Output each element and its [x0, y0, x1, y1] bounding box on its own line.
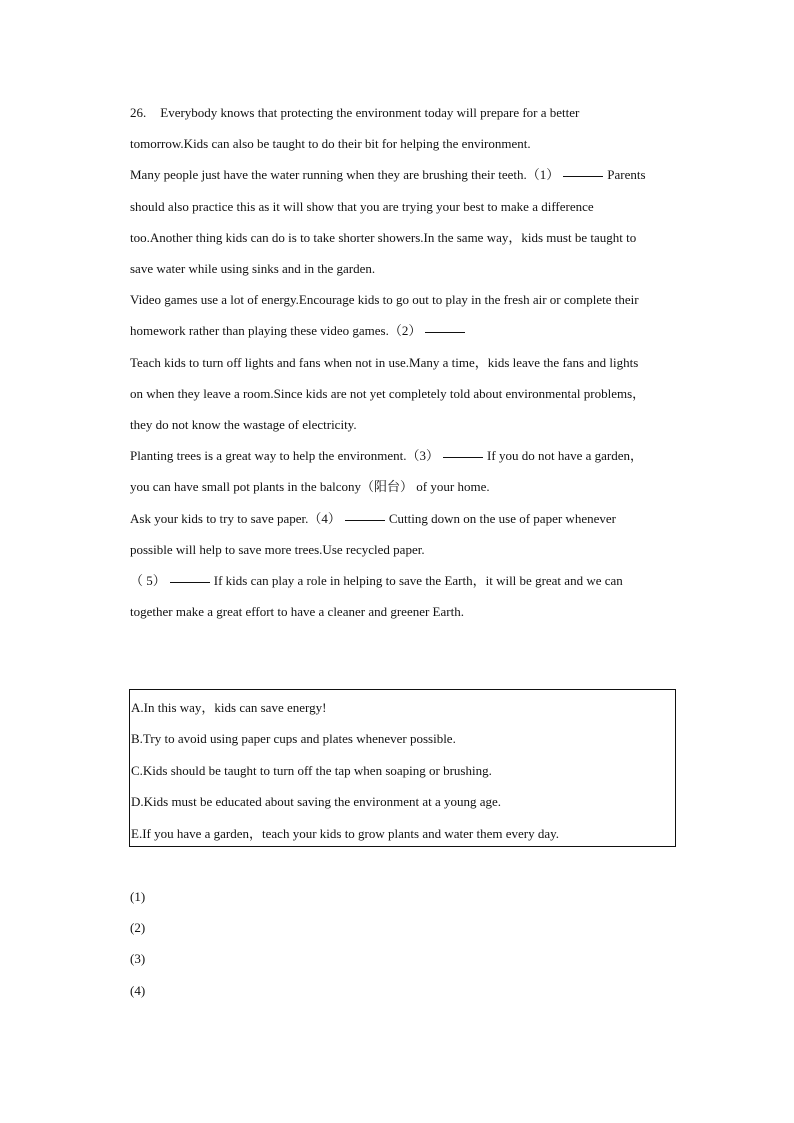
text: Planting trees is a great way to help the environment.（3） — [130, 448, 440, 464]
passage-line — [130, 159, 690, 190]
text: Ask your kids to try to save paper.（4） — [130, 510, 341, 526]
text: homework rather than playing these video games.（2） — [130, 323, 422, 339]
text: Many people just have the water running when they are brushing their teeth.（1） — [130, 167, 560, 183]
passage-line: save water while using sinks and in the garden. — [130, 261, 376, 277]
answer-blank-1 — [563, 175, 603, 177]
passage-line — [130, 503, 690, 534]
answer-blank-5 — [170, 581, 210, 583]
option-b: B.Try to avoid using paper cups and plates whenever possible. — [131, 731, 456, 747]
passage-line — [130, 440, 690, 471]
passage-line: tomorrow.Kids can also be taught to do their bit for helping the environment. — [130, 136, 531, 152]
passage-line — [130, 565, 690, 596]
passage-line: you can have small pot plants in the balcony（阳台） of your home. — [130, 479, 490, 495]
answer-item-1: (1) — [130, 889, 146, 904]
answer-blank-2 — [425, 331, 465, 333]
passage-line: should also practice this as it will show that you are trying your best to make a difference — [130, 198, 594, 214]
text: If kids can play a role in helping to save the Earth，it will be great and we can — [213, 573, 623, 589]
option-a: A.In this way，kids can save energy! — [131, 700, 327, 715]
passage-line: on when they leave a room.Since kids are not yet completely told about environmental problems， — [130, 385, 646, 401]
text: Parents — [607, 167, 646, 183]
answer-item-3: (3) — [130, 951, 146, 967]
answer-item-4: (4) — [130, 982, 146, 998]
passage-line: Teach kids to turn off lights and fans when not in use.Many a time，kids leave the fans and lights — [130, 354, 639, 370]
answer-item-2: (2) — [130, 920, 146, 936]
text: （ 5） — [130, 573, 166, 589]
intro-text: Everybody knows that protecting the environment today will prepare for a better — [160, 105, 580, 120]
text: If you do not have a garden， — [487, 448, 643, 464]
options-box — [129, 689, 676, 847]
passage-line: Video games use a lot of energy.Encourage kids to go out to play in the fresh air or complete their — [130, 292, 639, 308]
passage-line: together make a great effort to have a cleaner and greener Earth. — [130, 604, 464, 620]
text: Cutting down on the use of paper whenever — [388, 510, 616, 526]
reading-passage — [130, 97, 690, 627]
passage-line: possible will help to save more trees.Use recycled paper. — [130, 541, 425, 557]
option-c: C.Kids should be taught to turn off the tap when soaping or brushing. — [131, 762, 492, 778]
answer-list — [130, 881, 145, 1006]
passage-line: too.Another thing kids can do is to take shorter showers.In the same way，kids must be taught to — [130, 229, 637, 245]
option-d: D.Kids must be educated about saving the environment at a young age. — [131, 794, 502, 810]
passage-line: they do not know the wastage of electricity. — [130, 417, 357, 433]
answer-blank-3 — [443, 456, 483, 458]
option-e: E.If you have a garden，teach your kids to grow plants and water them every day. — [131, 825, 560, 841]
passage-line — [130, 97, 690, 128]
answer-blank-4 — [345, 519, 385, 521]
passage-line — [130, 315, 690, 346]
question-number: 26. — [130, 105, 147, 120]
